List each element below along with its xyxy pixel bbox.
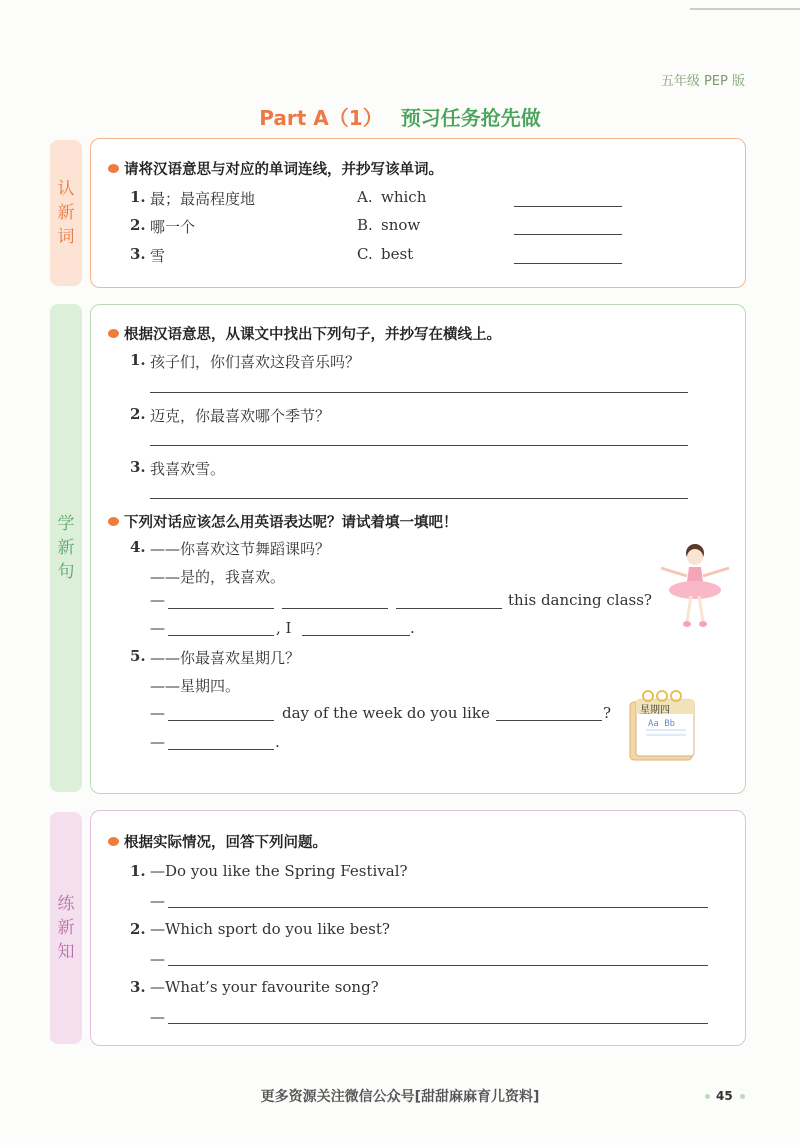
tab-char: 认 (57, 179, 75, 199)
s1-num-2: 2. (130, 216, 146, 234)
s3-num-3: 3. (130, 978, 146, 996)
answer-blank[interactable] (514, 234, 622, 235)
s3-text-3: —What’s your favourite song? (150, 978, 379, 996)
period: . (275, 733, 280, 751)
q4-i: , I (276, 619, 292, 637)
q5-num: 5. (130, 647, 146, 665)
dash: — (150, 619, 165, 637)
title-part: Part A（1） (259, 106, 383, 130)
instruction-text: 根据实际情况，回答下列问题。 (124, 835, 327, 851)
s3-num-1: 1. (130, 862, 146, 880)
fill-blank[interactable] (168, 720, 274, 721)
bullet-icon (108, 517, 119, 526)
fill-blank[interactable] (168, 635, 274, 636)
grade-label: 五年级 PEP 版 (660, 74, 745, 89)
answer-line[interactable] (168, 1023, 708, 1024)
section3-instruction (108, 831, 327, 852)
dash: — (150, 1008, 165, 1026)
answer-blank[interactable] (514, 206, 622, 207)
page-dot (705, 1094, 710, 1099)
s3-text-2: —Which sport do you like best? (150, 920, 390, 938)
s1-num-1: 1. (130, 188, 146, 206)
tab-char: 新 (57, 538, 75, 558)
s1-num-3: 3. (130, 245, 146, 263)
s1-word-which: which (381, 188, 427, 206)
tab-practice (50, 812, 82, 1044)
dash: — (150, 733, 165, 751)
s1-word-best: best (381, 245, 414, 263)
footer-text: 更多资源关注微信公众号[甜甜麻麻育儿资料] (260, 1089, 540, 1105)
tab-learn-sentences (50, 304, 82, 792)
answer-blank[interactable] (514, 263, 622, 264)
period: . (410, 619, 415, 637)
fill-blank[interactable] (168, 749, 274, 750)
instruction-text: 根据汉语意思，从课文中找出下列句子，并抄写在横线上。 (124, 327, 501, 343)
section2-instruction (108, 323, 501, 344)
s2-num-1: 1. (130, 351, 146, 369)
dash: — (150, 704, 165, 722)
s3-text-1: —Do you like the Spring Festival? (150, 862, 408, 880)
s2-num-2: 2. (130, 405, 146, 423)
section1-instruction (108, 158, 443, 179)
answer-line[interactable] (168, 965, 708, 966)
top-rule (690, 8, 800, 10)
s1-cn-2: 哪一个 (150, 218, 196, 236)
tab-char: 新 (57, 203, 75, 223)
answer-line[interactable] (150, 445, 688, 446)
tab-char: 句 (57, 562, 75, 582)
dash: — (150, 892, 165, 910)
dash: — (150, 591, 165, 609)
instruction-text: 请将汉语意思与对应的单词连线，并抄写该单词。 (124, 162, 443, 178)
page-number: 45 (716, 1089, 733, 1103)
q4-num: 4. (130, 538, 146, 556)
s1-letter-c: C. (357, 245, 373, 263)
title-task: 预习任务抢先做 (400, 106, 541, 130)
q5-line2: ——星期四。 (150, 677, 241, 695)
answer-line[interactable] (150, 498, 688, 499)
s1-cn-3: 雪 (150, 247, 166, 265)
s3-num-2: 2. (130, 920, 146, 938)
s2-num-3: 3. (130, 458, 146, 476)
tab-char: 知 (57, 942, 75, 962)
s1-letter-a: A. (357, 188, 373, 206)
tab-char: 新 (57, 918, 75, 938)
tab-char: 词 (57, 227, 75, 247)
s1-letter-b: B. (357, 216, 373, 234)
calendar-body: Aa Bb (648, 719, 676, 729)
tab-recognize-words (50, 140, 82, 286)
fill-blank[interactable] (282, 608, 388, 609)
q5-mid: day of the week do you like (282, 704, 490, 722)
s2-text-3: 我喜欢雪。 (150, 460, 226, 478)
fill-blank[interactable] (302, 635, 410, 636)
calendar-title: 星期四 (640, 705, 670, 716)
fill-blank[interactable] (168, 608, 274, 609)
page-dot (740, 1094, 745, 1099)
answer-line[interactable] (150, 392, 688, 393)
q4-line1: ——你喜欢这节舞蹈课吗？ (150, 540, 331, 558)
section2-instruction2 (108, 511, 458, 532)
q5-q: ? (603, 704, 612, 722)
q4-line2: ——是的，我喜欢。 (150, 568, 286, 586)
dash: — (150, 950, 165, 968)
fill-blank[interactable] (496, 720, 602, 721)
s1-cn-1: 最；最高程度地 (150, 190, 256, 208)
page-title (0, 102, 800, 131)
q5-line1: ——你最喜欢星期几？ (150, 649, 301, 667)
bullet-icon (108, 329, 119, 338)
s1-word-snow: snow (381, 216, 421, 234)
tab-char: 学 (57, 514, 75, 534)
q4-tail: this dancing class? (508, 591, 652, 609)
instruction-text: 下列对话应该怎么用英语表达呢？请试着填一填吧！ (124, 515, 458, 531)
bullet-icon (108, 164, 119, 173)
s2-text-1: 孩子们，你们喜欢这段音乐吗？ (150, 353, 361, 371)
bullet-icon (108, 837, 119, 846)
answer-line[interactable] (168, 907, 708, 908)
tab-char: 练 (57, 894, 75, 914)
ballerina-illustration (655, 540, 735, 632)
s2-text-2: 迈克，你最喜欢哪个季节？ (150, 407, 331, 425)
fill-blank[interactable] (396, 608, 502, 609)
